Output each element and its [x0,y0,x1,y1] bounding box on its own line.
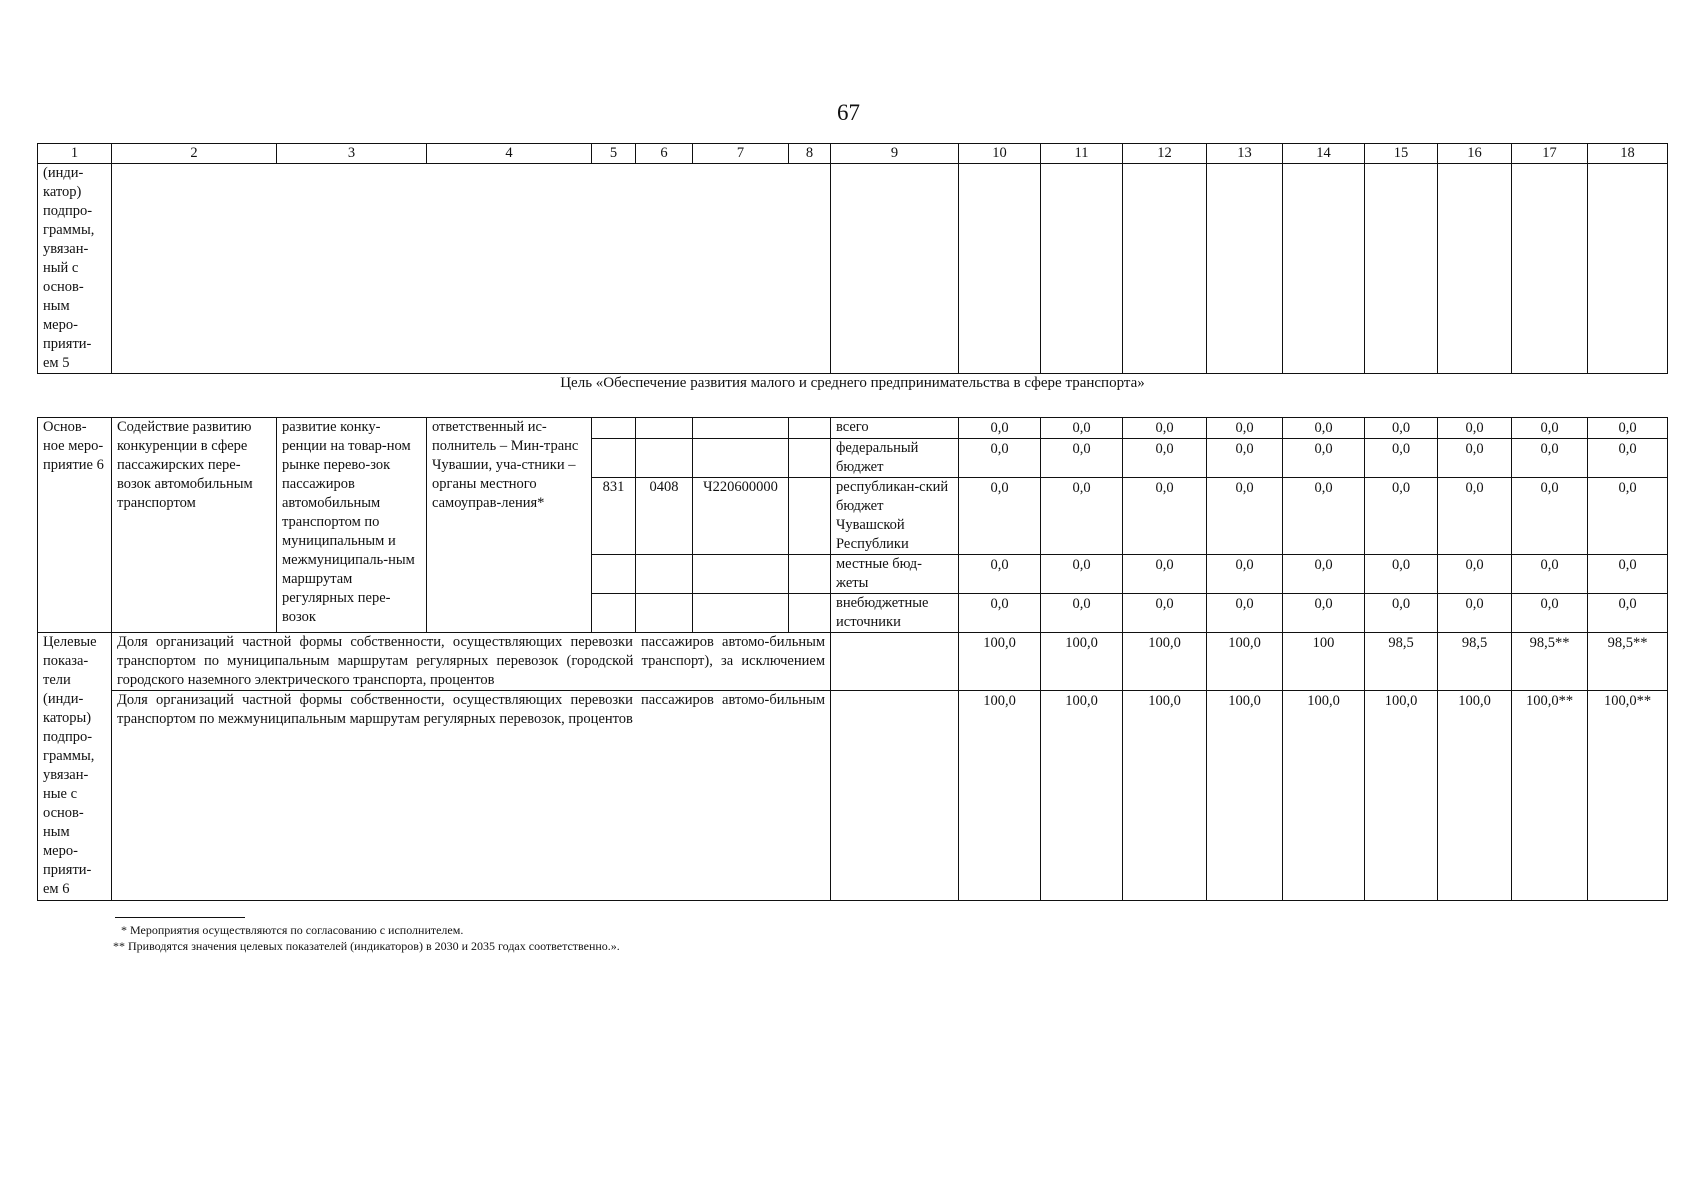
value-cell: 0,0 [1041,555,1123,594]
value-cell: 0,0 [1123,439,1207,478]
value-cell: 0,0 [959,594,1041,633]
col-header: 2 [112,144,277,164]
value-cell: 100,0 [1438,691,1512,901]
value-cell: 100,0 [1365,691,1438,901]
empty-cell [592,594,636,633]
value-cell: 0,0 [1123,555,1207,594]
empty-cell [1438,164,1512,374]
col-header: 12 [1123,144,1207,164]
empty-cell [1283,164,1365,374]
empty-cell [789,555,831,594]
value-cell: 0,0 [1283,418,1365,439]
col-header: 7 [693,144,789,164]
header-row [38,144,1668,164]
empty-cell [959,164,1041,374]
source-name: республикан-ский бюджет Чувашской Республики [831,478,959,555]
col-header: 13 [1207,144,1283,164]
col-header: 6 [636,144,693,164]
value-cell: 0,0 [1365,439,1438,478]
empty-cell [636,555,693,594]
empty-cell [789,439,831,478]
value-cell: 0,0 [1365,594,1438,633]
value-cell: 98,5 [1438,633,1512,691]
empty-cell [592,418,636,439]
value-cell: 0,0 [1123,478,1207,555]
empty-cell [693,418,789,439]
goal-title: Цель «Обеспечение развития малого и среднего предпринимательства в сфере транспорта» [38,374,1668,418]
value-cell: 0,0 [1438,478,1512,555]
value-cell: 0,0 [1207,418,1283,439]
col-header: 5 [592,144,636,164]
activity-task: развитие конку-ренции на товар-ном рынке перево-зок пассажиров автомобильным транспортом по муниципальным и межмуниципаль-ным маршрутам регулярных пере-возок [277,418,427,633]
value-cell: 100,0 [1041,633,1123,691]
col-header: 1 [38,144,112,164]
activity-type: Основ-ное меро-приятие 6 [38,418,112,633]
value-cell: 0,0 [1283,478,1365,555]
empty-cell [636,594,693,633]
value-cell: 0,0 [1438,418,1512,439]
value-cell: 0,0 [1283,594,1365,633]
value-cell: 0,0 [959,555,1041,594]
carryover-label: (инди-катор) подпро-граммы, увязан-ный с основ-ным меро-прияти-ем 5 [38,164,112,374]
value-cell: 100,0 [1207,691,1283,901]
source-name: внебюджетные источники [831,594,959,633]
empty-cell [831,633,959,691]
value-cell: 100,0 [1123,633,1207,691]
value-cell: 0,0 [1123,418,1207,439]
value-cell: 0,0 [1512,555,1588,594]
value-cell: 0,0 [1123,594,1207,633]
empty-cell [831,164,959,374]
activity-executor: ответственный ис-полнитель – Мин-транс Чувашии, уча-стники – органы местного самоуправ-ления* [427,418,592,633]
page-number: 67 [837,100,860,125]
value-cell: 100,0 [1041,691,1123,901]
value-cell: 0,0 [1041,418,1123,439]
indicator-row [38,691,1668,901]
value-cell: 0,0 [1512,439,1588,478]
source-name: всего [831,418,959,439]
indicators-label: Целевые показа-тели (инди-каторы) подпро-граммы, увязан-ные с основ-ным меро-прияти-ем 6 [38,633,112,901]
col-header: 16 [1438,144,1512,164]
value-cell: 0,0 [959,439,1041,478]
empty-cell [592,439,636,478]
empty-cell [592,555,636,594]
empty-cell [1123,164,1207,374]
empty-cell [112,164,831,374]
program-table [37,143,1668,901]
col-header: 3 [277,144,427,164]
footnote: ** Приводятся значения целевых показателей (индикаторов) в 2030 и 2035 годах соответственно.». [113,939,620,953]
value-cell: 0,0 [959,418,1041,439]
value-cell: 100,0 [959,691,1041,901]
value-cell: 100 [1283,633,1365,691]
value-cell: 0,0 [1588,594,1668,633]
value-cell: 0,0 [1283,439,1365,478]
source-name: федеральный бюджет [831,439,959,478]
indicator-text: Доля организаций частной формы собственности, осуществляющих перевозки пассажиров автомо-бильным транспортом по межмуниципальным маршрутам регулярных перевозок, процентов [112,691,831,901]
value-cell: 0,0 [1365,418,1438,439]
value-cell: 0,0 [1041,594,1123,633]
value-cell: 98,5 [1365,633,1438,691]
empty-cell [1588,164,1668,374]
col-header: 4 [427,144,592,164]
value-cell: 98,5** [1588,633,1668,691]
grbs-code: 831 [592,478,636,555]
value-cell: 0,0 [959,478,1041,555]
goal-row [38,374,1668,418]
col-header: 18 [1588,144,1668,164]
col-header: 11 [1041,144,1123,164]
value-cell: 0,0 [1512,418,1588,439]
value-cell: 0,0 [1207,478,1283,555]
value-cell: 100,0 [1123,691,1207,901]
value-cell: 100,0** [1512,691,1588,901]
value-cell: 0,0 [1365,555,1438,594]
source-name: местные бюд-жеты [831,555,959,594]
source-row [38,418,1668,439]
rzpr-code: 0408 [636,478,693,555]
empty-cell [693,594,789,633]
value-cell: 100,0 [1283,691,1365,901]
value-cell: 0,0 [1207,555,1283,594]
value-cell: 100,0 [959,633,1041,691]
col-header: 14 [1283,144,1365,164]
empty-cell [636,439,693,478]
value-cell: 0,0 [1512,594,1588,633]
value-cell: 98,5** [1512,633,1588,691]
value-cell: 0,0 [1438,555,1512,594]
footnotes [113,922,620,954]
col-header: 9 [831,144,959,164]
value-cell: 100,0 [1207,633,1283,691]
value-cell: 0,0 [1588,478,1668,555]
value-cell: 0,0 [1365,478,1438,555]
footnote: * Мероприятия осуществляются по согласованию с исполнителем. [121,923,464,937]
value-cell: 0,0 [1283,555,1365,594]
value-cell: 0,0 [1207,439,1283,478]
indicator-row [38,633,1668,691]
col-header: 8 [789,144,831,164]
col-header: 10 [959,144,1041,164]
value-cell: 0,0 [1438,439,1512,478]
col-header: 17 [1512,144,1588,164]
empty-cell [789,478,831,555]
empty-cell [636,418,693,439]
empty-cell [1512,164,1588,374]
value-cell: 100,0** [1588,691,1668,901]
value-cell: 0,0 [1041,478,1123,555]
csr-code: Ч220600000 [693,478,789,555]
empty-cell [1041,164,1123,374]
carryover-row [38,164,1668,374]
indicator-text: Доля организаций частной формы собственности, осуществляющих перевозки пассажиров автомо-бильным транспортом по муниципальным маршрутам регулярных перевозок (городской транспорт), за исключением городского наземного электрического транспорта, процентов [112,633,831,691]
footnote-divider [115,917,245,918]
value-cell: 0,0 [1041,439,1123,478]
value-cell: 0,0 [1588,439,1668,478]
empty-cell [693,439,789,478]
empty-cell [789,594,831,633]
value-cell: 0,0 [1588,418,1668,439]
col-header: 15 [1365,144,1438,164]
value-cell: 0,0 [1438,594,1512,633]
value-cell: 0,0 [1588,555,1668,594]
empty-cell [1365,164,1438,374]
value-cell: 0,0 [1512,478,1588,555]
empty-cell [1207,164,1283,374]
empty-cell [693,555,789,594]
value-cell: 0,0 [1207,594,1283,633]
empty-cell [831,691,959,901]
activity-name: Содействие развитию конкуренции в сфере пассажирских пере-возок автомобильным транспортом [112,418,277,633]
empty-cell [789,418,831,439]
